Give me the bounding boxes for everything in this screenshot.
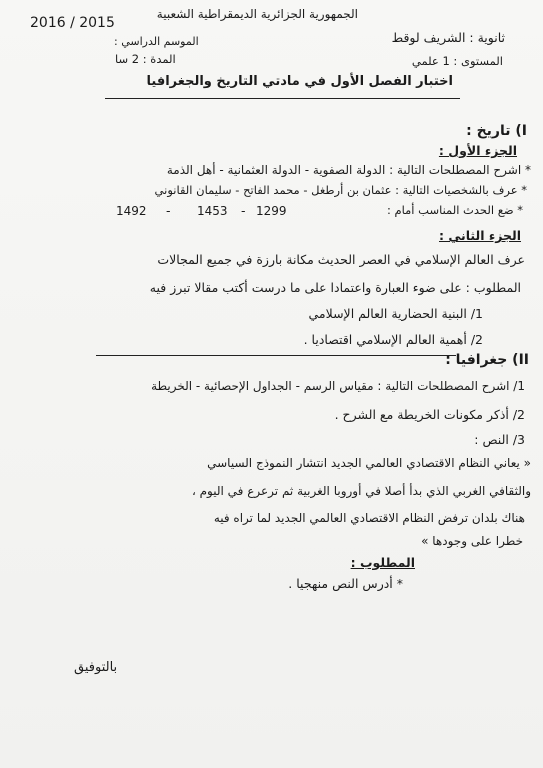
history-q3: * ضع الحدث المناسب أمام : [386,203,523,217]
history-date-1492: 1492 [116,204,147,218]
part2-item-1: 1/ البنية الحضارية العالم الإسلامي [308,306,483,321]
geography-text-2: والثقافي الغربي الذي بدأ أصلا في أوروبا الغربية ثم ترعرع في اليوم ، [191,484,531,498]
school-name: ثانوية : الشريف لوقط [391,30,505,45]
history-date-1453: 1453 [197,204,228,218]
exam-title: اختبار الفصل الأول في مادتي التاريخ والجغرافيا [146,74,453,89]
history-date-dash-1: - [241,203,246,218]
closing-text: بالتوفيق [74,660,118,675]
part2-heading: الجزء الثاني : [439,228,521,243]
geography-q3-label: 3/ النص : [474,432,525,447]
required-heading: المطلوب : [350,555,415,570]
part2-text-1: عرف العالم الإسلامي في العصر الحديث مكانة بارزة في جميع المجالات [157,252,525,267]
school-year: 2016 / 2015 [30,15,115,31]
history-date-dash-2: - [166,203,171,218]
geography-text-1: « يعاني النظام الاقتصادي العالمي الجديد انتشار النموذج السياسي [207,456,531,470]
geography-text-3: هناك بلدان ترفض النظام الاقتصادي العالمي الجديد لما تراه فيه [213,511,525,525]
geography-heading: II) جغرافيا : [445,352,529,368]
part2-item-2: 2/ أهمية العالم الإسلامي اقتصاديا . [303,332,483,347]
history-q1: * اشرح المصطلحات التالية : الدولة الصفوية - الدولة العثمانية - أهل الذمة [166,163,531,177]
republic-heading: الجمهورية الجزائرية الديمقراطية الشعبية [156,7,358,21]
geography-text-4: خطرا على وجودها » [421,534,523,548]
section-divider [96,355,456,356]
duration-label: المدة : 2 سا [115,52,176,66]
required-item: * أدرس النص منهجيا . [288,576,403,591]
level-label: المستوى : 1 علمي [411,54,503,68]
history-q2: * عرف بالشخصيات التالية : عثمان بن أرطغل - محمد الفاتح - سليمان القانوني [154,183,527,197]
geography-q1: 1/ اشرح المصطلحات التالية : مقياس الرسم - الجداول الإحصائية - الخريطة [151,379,525,393]
history-date-1299: 1299 [256,204,287,218]
part1-heading: الجزء الأول : [438,143,517,158]
part2-text-2: المطلوب : على ضوء العبارة واعتمادا على ما درست أكتب مقالا تبرز فيه [149,280,521,295]
history-heading: I) تاريخ : [466,123,527,139]
title-underline [105,98,460,99]
geography-q2: 2/ أذكر مكونات الخريطة مع الشرح . [334,407,525,422]
season-label: الموسم الدراسي : [114,35,199,48]
